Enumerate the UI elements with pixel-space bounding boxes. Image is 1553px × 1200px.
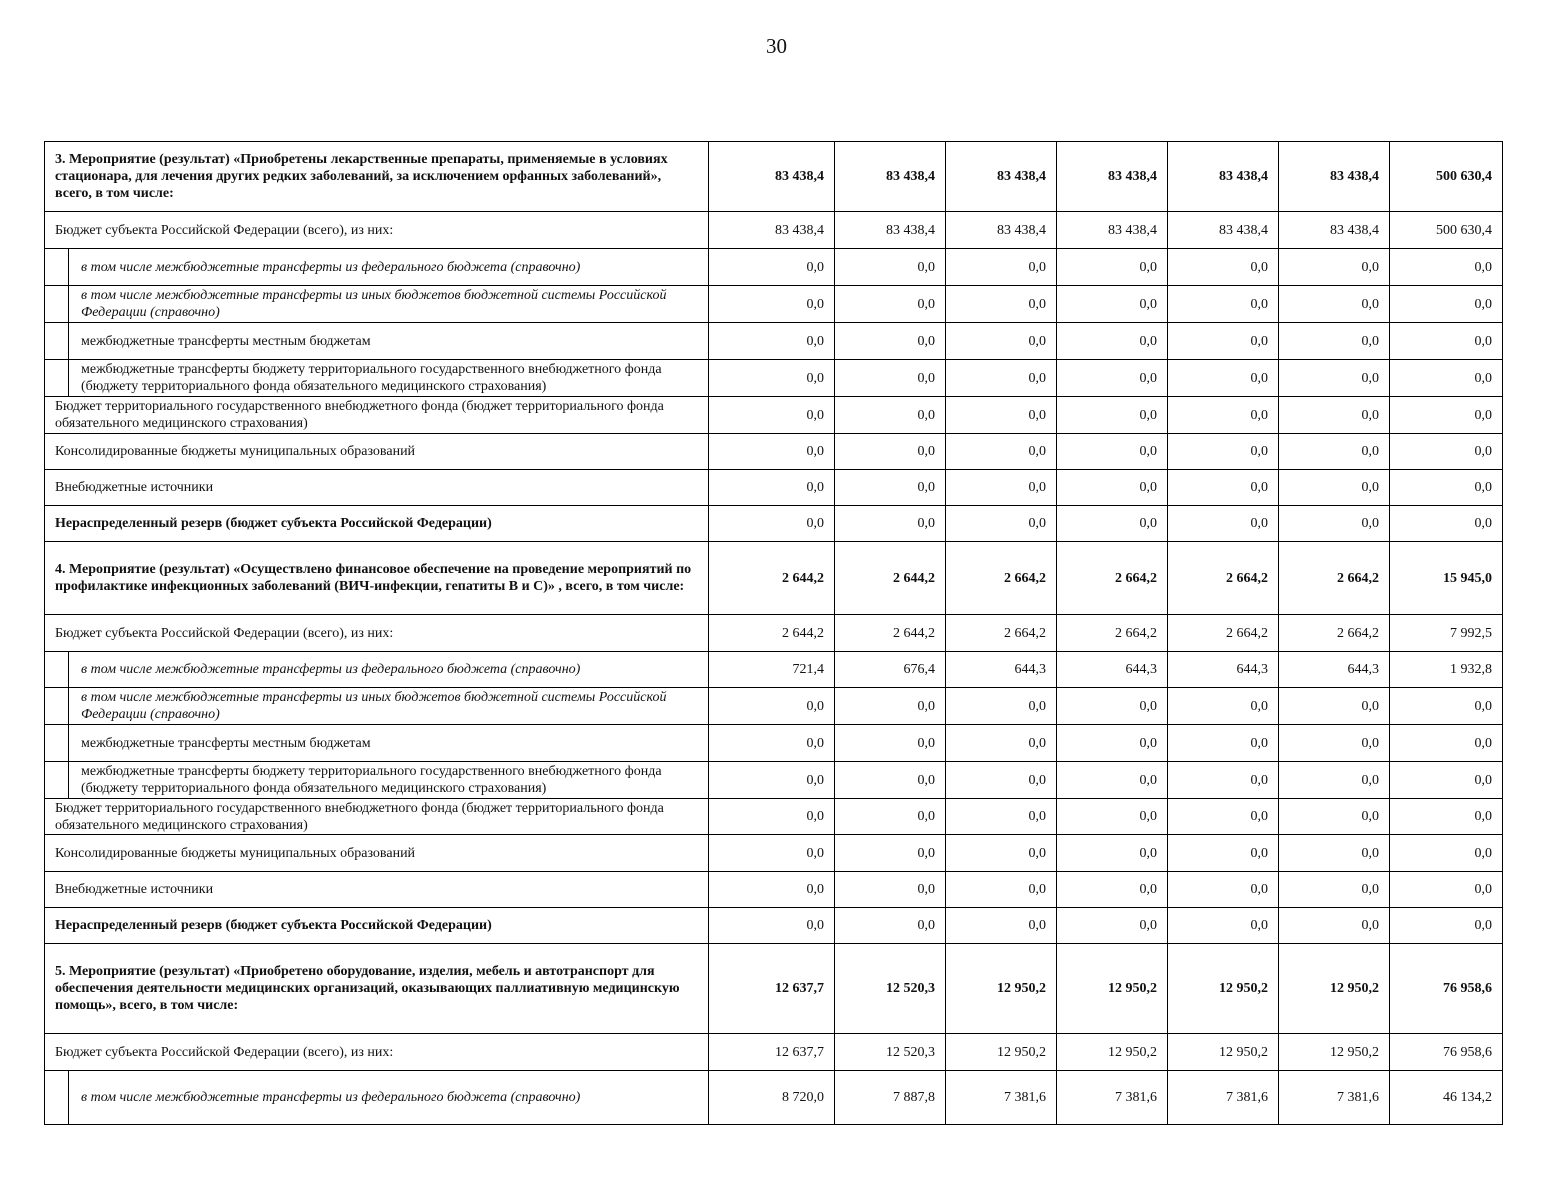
value-cell: 0,0 xyxy=(1057,908,1168,944)
value-cell: 0,0 xyxy=(835,799,946,835)
value-cell: 0,0 xyxy=(709,725,835,762)
value-cell: 0,0 xyxy=(709,908,835,944)
value-cell: 12 637,7 xyxy=(709,944,835,1034)
value-cell: 0,0 xyxy=(946,360,1057,397)
value-cell: 0,0 xyxy=(1390,872,1503,908)
value-cell: 12 520,3 xyxy=(835,1034,946,1071)
value-cell: 0,0 xyxy=(946,762,1057,799)
value-cell: 644,3 xyxy=(1279,652,1390,688)
value-cell: 0,0 xyxy=(835,762,946,799)
value-cell: 83 438,4 xyxy=(946,142,1057,212)
row-label: в том числе межбюджетные трансферты из федерального бюджета (справочно) xyxy=(69,249,709,286)
value-cell: 0,0 xyxy=(1168,908,1279,944)
value-cell: 0,0 xyxy=(1390,908,1503,944)
value-cell: 0,0 xyxy=(1279,506,1390,542)
value-cell: 2 664,2 xyxy=(1168,542,1279,615)
value-cell: 0,0 xyxy=(835,725,946,762)
value-cell: 500 630,4 xyxy=(1390,142,1503,212)
value-cell: 0,0 xyxy=(1168,397,1279,434)
value-cell: 0,0 xyxy=(1390,434,1503,470)
value-cell: 2 644,2 xyxy=(709,542,835,615)
indent-cell xyxy=(45,725,69,762)
value-cell: 0,0 xyxy=(835,688,946,725)
value-cell: 12 950,2 xyxy=(1057,944,1168,1034)
value-cell: 0,0 xyxy=(835,397,946,434)
row-label: Бюджет субъекта Российской Федерации (всего), из них: xyxy=(45,212,709,249)
value-cell: 0,0 xyxy=(1279,249,1390,286)
row-label: Бюджет субъекта Российской Федерации (всего), из них: xyxy=(45,615,709,652)
value-cell: 12 950,2 xyxy=(1168,944,1279,1034)
value-cell: 0,0 xyxy=(946,249,1057,286)
row-label: межбюджетные трансферты бюджету территориального государственного внебюджетного фонда (бюджету территориального фонда обязательного медицинского страхования) xyxy=(69,360,709,397)
value-cell: 0,0 xyxy=(709,323,835,360)
value-cell: 0,0 xyxy=(1279,397,1390,434)
value-cell: 12 520,3 xyxy=(835,944,946,1034)
value-cell: 0,0 xyxy=(1057,434,1168,470)
value-cell: 2 644,2 xyxy=(709,615,835,652)
value-cell: 0,0 xyxy=(709,762,835,799)
value-cell: 7 887,8 xyxy=(835,1071,946,1125)
value-cell: 7 381,6 xyxy=(1168,1071,1279,1125)
value-cell: 0,0 xyxy=(1390,835,1503,872)
value-cell: 0,0 xyxy=(1057,725,1168,762)
value-cell: 83 438,4 xyxy=(1168,212,1279,249)
table-row xyxy=(45,615,1503,652)
value-cell: 2 664,2 xyxy=(946,542,1057,615)
value-cell: 2 644,2 xyxy=(835,615,946,652)
value-cell: 0,0 xyxy=(946,434,1057,470)
value-cell: 0,0 xyxy=(946,908,1057,944)
value-cell: 0,0 xyxy=(1279,762,1390,799)
value-cell: 0,0 xyxy=(1279,872,1390,908)
value-cell: 2 664,2 xyxy=(1279,542,1390,615)
table-row xyxy=(45,725,1503,762)
value-cell: 2 664,2 xyxy=(1057,542,1168,615)
value-cell: 0,0 xyxy=(1168,762,1279,799)
table-body xyxy=(45,142,1503,1125)
table-row xyxy=(45,872,1503,908)
value-cell: 0,0 xyxy=(709,872,835,908)
value-cell: 0,0 xyxy=(709,286,835,323)
table-row xyxy=(45,908,1503,944)
value-cell: 83 438,4 xyxy=(1057,142,1168,212)
value-cell: 0,0 xyxy=(1168,688,1279,725)
value-cell: 12 950,2 xyxy=(946,944,1057,1034)
row-label: Внебюджетные источники xyxy=(45,872,709,908)
value-cell: 0,0 xyxy=(946,286,1057,323)
table-row xyxy=(45,1034,1503,1071)
value-cell: 0,0 xyxy=(835,286,946,323)
value-cell: 83 438,4 xyxy=(709,212,835,249)
table-row xyxy=(45,470,1503,506)
value-cell: 12 950,2 xyxy=(1168,1034,1279,1071)
value-cell: 0,0 xyxy=(1390,249,1503,286)
row-label: в том числе межбюджетные трансферты из федерального бюджета (справочно) xyxy=(69,652,709,688)
value-cell: 0,0 xyxy=(1279,286,1390,323)
table-row xyxy=(45,762,1503,799)
value-cell: 1 932,8 xyxy=(1390,652,1503,688)
value-cell: 0,0 xyxy=(709,360,835,397)
value-cell: 644,3 xyxy=(946,652,1057,688)
indent-cell xyxy=(45,249,69,286)
table-row xyxy=(45,506,1503,542)
table-row xyxy=(45,286,1503,323)
value-cell: 0,0 xyxy=(835,506,946,542)
value-cell: 0,0 xyxy=(709,470,835,506)
value-cell: 0,0 xyxy=(1168,725,1279,762)
indent-cell xyxy=(45,1071,69,1125)
value-cell: 0,0 xyxy=(1390,323,1503,360)
value-cell: 0,0 xyxy=(835,908,946,944)
value-cell: 7 992,5 xyxy=(1390,615,1503,652)
row-label: Нераспределенный резерв (бюджет субъекта Российской Федерации) xyxy=(45,506,709,542)
value-cell: 644,3 xyxy=(1057,652,1168,688)
indent-cell xyxy=(45,323,69,360)
value-cell: 0,0 xyxy=(1168,323,1279,360)
value-cell: 0,0 xyxy=(1168,360,1279,397)
value-cell: 500 630,4 xyxy=(1390,212,1503,249)
value-cell: 0,0 xyxy=(1279,470,1390,506)
value-cell: 76 958,6 xyxy=(1390,944,1503,1034)
value-cell: 0,0 xyxy=(946,397,1057,434)
row-label: Бюджет субъекта Российской Федерации (всего), из них: xyxy=(45,1034,709,1071)
value-cell: 0,0 xyxy=(1279,799,1390,835)
value-cell: 0,0 xyxy=(835,835,946,872)
indent-cell xyxy=(45,762,69,799)
value-cell: 15 945,0 xyxy=(1390,542,1503,615)
value-cell: 12 950,2 xyxy=(1057,1034,1168,1071)
table-row xyxy=(45,323,1503,360)
value-cell: 2 664,2 xyxy=(1168,615,1279,652)
value-cell: 0,0 xyxy=(946,506,1057,542)
value-cell: 0,0 xyxy=(1390,506,1503,542)
value-cell: 0,0 xyxy=(1057,249,1168,286)
value-cell: 0,0 xyxy=(1279,688,1390,725)
value-cell: 76 958,6 xyxy=(1390,1034,1503,1071)
budget-table xyxy=(44,141,1503,1125)
value-cell: 0,0 xyxy=(1057,872,1168,908)
value-cell: 0,0 xyxy=(1279,908,1390,944)
row-label: Бюджет территориального государственного внебюджетного фонда (бюджет территориального фонда обязательного медицинского страхования) xyxy=(45,397,709,434)
activity-label: 5. Мероприятие (результат) «Приобретено оборудование, изделия, мебель и автотранспорт для обеспечения деятельности медицинских организаций, оказывающих паллиативную медицинскую помощь», всего, в том числе: xyxy=(45,944,709,1034)
value-cell: 0,0 xyxy=(1057,470,1168,506)
value-cell: 0,0 xyxy=(1057,835,1168,872)
value-cell: 0,0 xyxy=(1279,835,1390,872)
value-cell: 0,0 xyxy=(709,688,835,725)
value-cell: 0,0 xyxy=(835,872,946,908)
value-cell: 0,0 xyxy=(1057,799,1168,835)
value-cell: 0,0 xyxy=(1279,323,1390,360)
indent-cell xyxy=(45,360,69,397)
value-cell: 0,0 xyxy=(946,688,1057,725)
value-cell: 83 438,4 xyxy=(946,212,1057,249)
activity-label: 3. Мероприятие (результат) «Приобретены лекарственные препараты, применяемые в условиях стационара, для лечения других редких заболеваний, за исключением орфанных заболеваний», всего, в том числе: xyxy=(45,142,709,212)
value-cell: 0,0 xyxy=(1279,434,1390,470)
value-cell: 0,0 xyxy=(1168,835,1279,872)
value-cell: 0,0 xyxy=(1279,360,1390,397)
value-cell: 644,3 xyxy=(1168,652,1279,688)
row-label: Бюджет территориального государственного внебюджетного фонда (бюджет территориального фонда обязательного медицинского страхования) xyxy=(45,799,709,835)
value-cell: 0,0 xyxy=(835,360,946,397)
value-cell: 2 664,2 xyxy=(1279,615,1390,652)
value-cell: 2 664,2 xyxy=(946,615,1057,652)
value-cell: 83 438,4 xyxy=(1279,212,1390,249)
value-cell: 0,0 xyxy=(835,323,946,360)
value-cell: 0,0 xyxy=(1390,688,1503,725)
value-cell: 83 438,4 xyxy=(1057,212,1168,249)
value-cell: 46 134,2 xyxy=(1390,1071,1503,1125)
indent-cell xyxy=(45,688,69,725)
value-cell: 0,0 xyxy=(946,799,1057,835)
value-cell: 2 664,2 xyxy=(1057,615,1168,652)
row-label: Нераспределенный резерв (бюджет субъекта Российской Федерации) xyxy=(45,908,709,944)
table-row xyxy=(45,688,1503,725)
value-cell: 12 950,2 xyxy=(1279,1034,1390,1071)
value-cell: 676,4 xyxy=(835,652,946,688)
value-cell: 0,0 xyxy=(946,323,1057,360)
value-cell: 0,0 xyxy=(1057,323,1168,360)
row-label: Консолидированные бюджеты муниципальных образований xyxy=(45,434,709,470)
value-cell: 0,0 xyxy=(1057,286,1168,323)
table-row xyxy=(45,142,1503,212)
value-cell: 0,0 xyxy=(1057,762,1168,799)
value-cell: 0,0 xyxy=(1057,506,1168,542)
value-cell: 0,0 xyxy=(1390,397,1503,434)
page-number: 30 xyxy=(766,34,787,58)
value-cell: 0,0 xyxy=(1168,286,1279,323)
row-label: межбюджетные трансферты бюджету территориального государственного внебюджетного фонда (бюджету территориального фонда обязательного медицинского страхования) xyxy=(69,762,709,799)
value-cell: 0,0 xyxy=(1168,470,1279,506)
value-cell: 8 720,0 xyxy=(709,1071,835,1125)
table-row xyxy=(45,835,1503,872)
value-cell: 0,0 xyxy=(835,434,946,470)
value-cell: 83 438,4 xyxy=(1168,142,1279,212)
value-cell: 721,4 xyxy=(709,652,835,688)
value-cell: 0,0 xyxy=(1390,799,1503,835)
value-cell: 0,0 xyxy=(709,506,835,542)
row-label: Консолидированные бюджеты муниципальных образований xyxy=(45,835,709,872)
value-cell: 0,0 xyxy=(1057,688,1168,725)
value-cell: 0,0 xyxy=(946,872,1057,908)
value-cell: 0,0 xyxy=(709,835,835,872)
value-cell: 12 950,2 xyxy=(946,1034,1057,1071)
value-cell: 0,0 xyxy=(1168,506,1279,542)
table-row xyxy=(45,944,1503,1034)
indent-cell xyxy=(45,286,69,323)
value-cell: 83 438,4 xyxy=(1279,142,1390,212)
value-cell: 0,0 xyxy=(1168,249,1279,286)
value-cell: 0,0 xyxy=(709,799,835,835)
activity-label: 4. Мероприятие (результат) «Осуществлено финансовое обеспечение на проведение мероприятий по профилактике инфекционных заболеваний (ВИЧ-инфекции, гепатиты В и С)» , всего, в том числе: xyxy=(45,542,709,615)
value-cell: 0,0 xyxy=(1390,762,1503,799)
value-cell: 83 438,4 xyxy=(835,142,946,212)
value-cell: 0,0 xyxy=(1168,434,1279,470)
table-row xyxy=(45,1071,1503,1125)
value-cell: 0,0 xyxy=(946,470,1057,506)
value-cell: 12 637,7 xyxy=(709,1034,835,1071)
value-cell: 7 381,6 xyxy=(1057,1071,1168,1125)
indent-cell xyxy=(45,652,69,688)
table-row xyxy=(45,397,1503,434)
value-cell: 0,0 xyxy=(1057,397,1168,434)
row-label: в том числе межбюджетные трансферты из федерального бюджета (справочно) xyxy=(69,1071,709,1125)
table-row xyxy=(45,249,1503,286)
table-row xyxy=(45,652,1503,688)
table-row xyxy=(45,542,1503,615)
value-cell: 0,0 xyxy=(709,434,835,470)
row-label: в том числе межбюджетные трансферты из иных бюджетов бюджетной системы Российской Федерации (справочно) xyxy=(69,286,709,323)
table-row xyxy=(45,799,1503,835)
row-label: в том числе межбюджетные трансферты из иных бюджетов бюджетной системы Российской Федерации (справочно) xyxy=(69,688,709,725)
value-cell: 0,0 xyxy=(946,835,1057,872)
value-cell: 83 438,4 xyxy=(835,212,946,249)
row-label: межбюджетные трансферты местным бюджетам xyxy=(69,323,709,360)
table-row xyxy=(45,360,1503,397)
value-cell: 0,0 xyxy=(1390,286,1503,323)
value-cell: 7 381,6 xyxy=(1279,1071,1390,1125)
value-cell: 0,0 xyxy=(835,249,946,286)
value-cell: 7 381,6 xyxy=(946,1071,1057,1125)
value-cell: 83 438,4 xyxy=(709,142,835,212)
value-cell: 0,0 xyxy=(946,725,1057,762)
value-cell: 0,0 xyxy=(1279,725,1390,762)
value-cell: 12 950,2 xyxy=(1279,944,1390,1034)
value-cell: 0,0 xyxy=(1390,725,1503,762)
row-label: межбюджетные трансферты местным бюджетам xyxy=(69,725,709,762)
table-row xyxy=(45,434,1503,470)
table-row xyxy=(45,212,1503,249)
row-label: Внебюджетные источники xyxy=(45,470,709,506)
value-cell: 0,0 xyxy=(1057,360,1168,397)
value-cell: 0,0 xyxy=(1390,360,1503,397)
value-cell: 2 644,2 xyxy=(835,542,946,615)
value-cell: 0,0 xyxy=(1168,799,1279,835)
value-cell: 0,0 xyxy=(709,397,835,434)
value-cell: 0,0 xyxy=(835,470,946,506)
value-cell: 0,0 xyxy=(709,249,835,286)
value-cell: 0,0 xyxy=(1390,470,1503,506)
value-cell: 0,0 xyxy=(1168,872,1279,908)
